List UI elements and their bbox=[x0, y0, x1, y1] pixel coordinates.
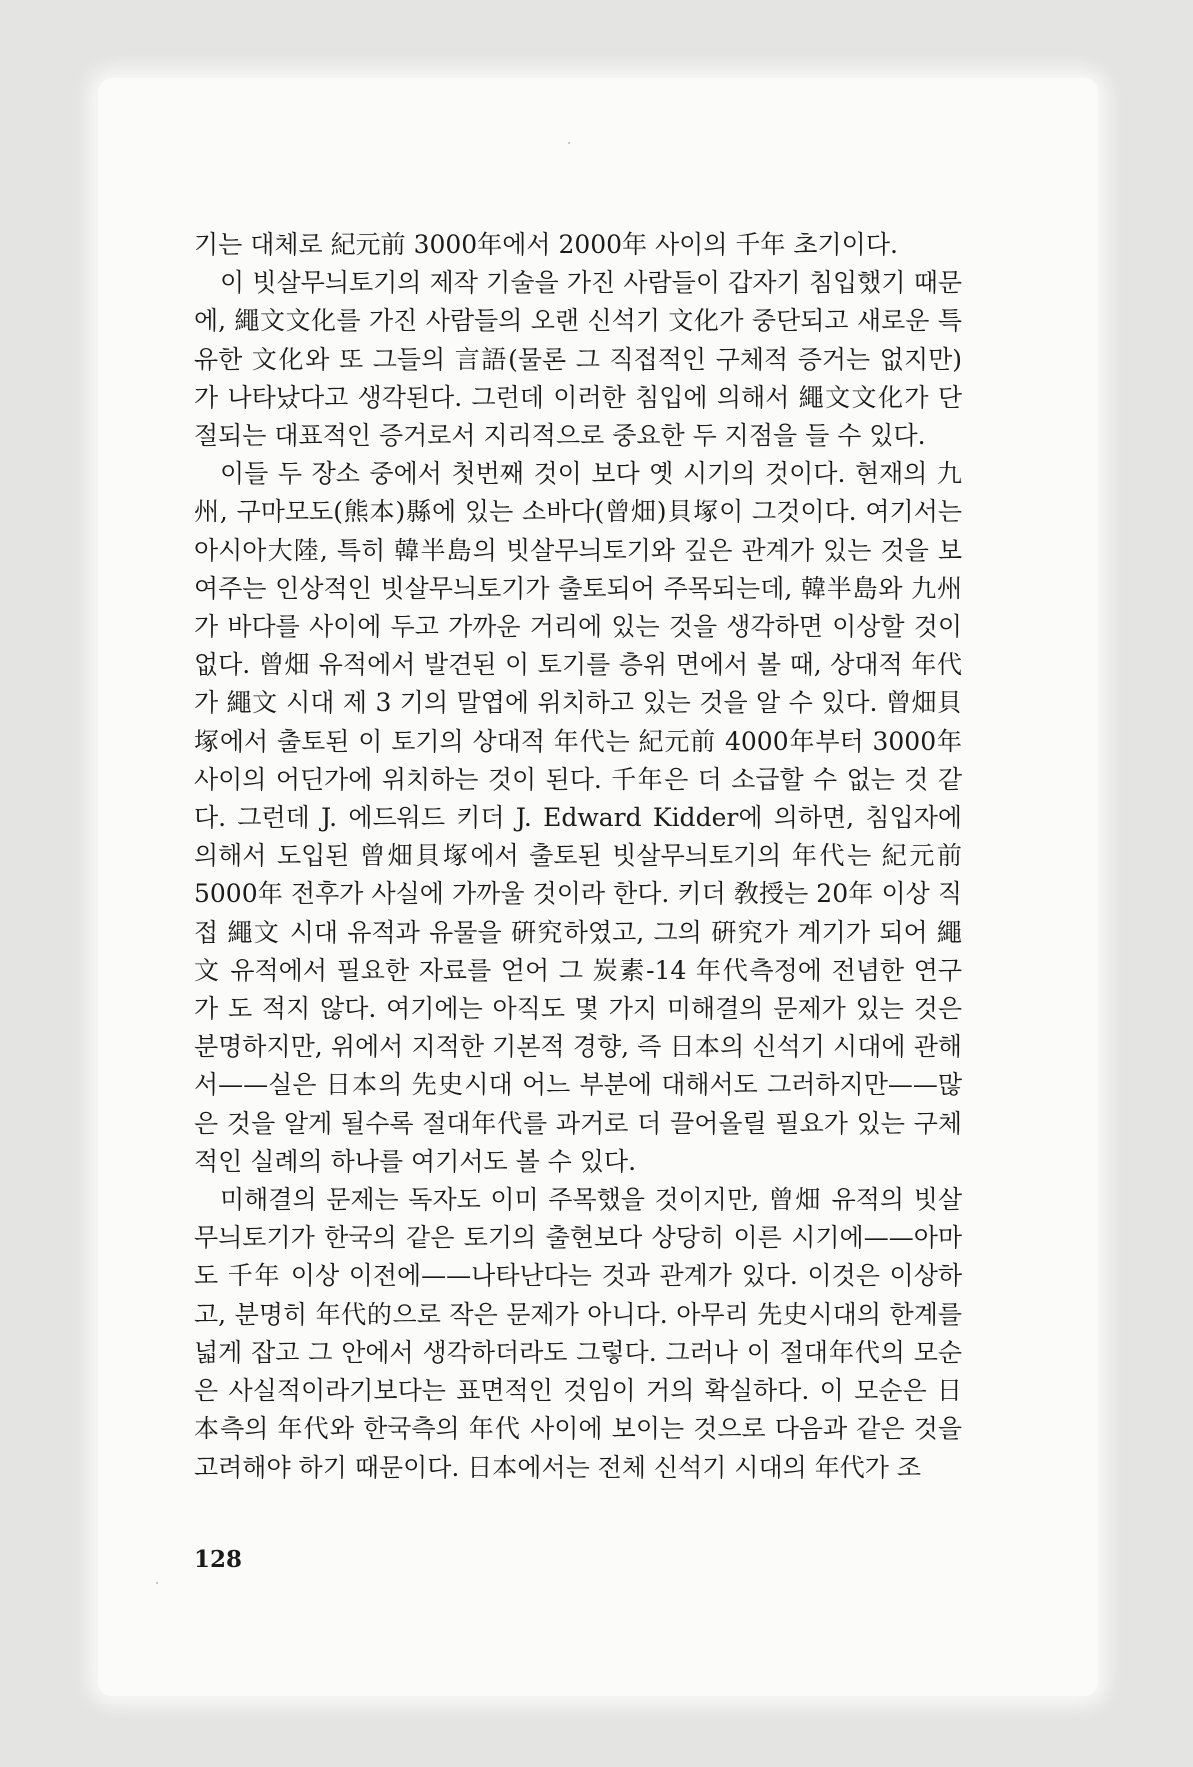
body-text bbox=[194, 226, 962, 1487]
paragraph-3: 이들 두 장소 중에서 첫번째 것이 보다 옛 시기의 것이다. 현재의 九州, 구마모도(熊本)縣에 있는 소바다(曾畑)貝塚이 그것이다. 여기서는 아시아大陸, 특히 韓半島의 빗살무늬토기와 깊은 관계가 있는 것을 보여주는 인상적인 빗살무늬토기가 출토되어 주목되는데, 韓半島와 九州가 바다를 사이에 두고 가까운 거리에 있는 것을 생각하면 이상할 것이 없다. 曾畑 유적에서 발견된 이 토기를 층위 면에서 볼 때, 상대적 年代가 繩文 시대 제 3 기의 말엽에 위치하고 있는 것을 알 수 있다. 曾畑貝塚에서 출토된 이 토기의 상대적 年代는 紀元前 4000年부터 3000年 사이의 어딘가에 위치하는 것이 된다. 千年은 더 소급할 수 없는 것 같다. 그런데 J. 에드워드 키더 J. Edward Kidder에 의하면, 침입자에 의해서 도입된 曾畑貝塚에서 출토된 빗살무늬토기의 年代는 紀元前 5000年 전후가 사실에 가까울 것이라 한다. 키더 敎授는 20年 이상 직접 繩文 시대 유적과 유물을 硏究하였고, 그의 硏究가 계기가 되어 繩文 유적에서 필요한 자료를 얻어 그 炭素-14 年代측정에 전념한 연구가 도 적지 않다. 여기에는 아직도 몇 가지 미해결의 문제가 있는 것은 분명하지만, 위에서 지적한 기본적 경향, 즉 日本의 신석기 시대에 관해서——실은 日本의 先史시대 어느 부분에 대해서도 그러하지만——많은 것을 알게 될수록 절대年代를 과거로 더 끌어올릴 필요가 있는 구체적인 실례의 하나를 여기서도 볼 수 있다. bbox=[194, 459, 962, 1176]
paragraph-4: 미해결의 문제는 독자도 이미 주목했을 것이지만, 曾畑 유적의 빗살무늬토기가 한국의 같은 토기의 출현보다 상당히 이른 시기에——아마도 千年 이상 이전에——나타난다는 것과 관계가 있다. 이것은 이상하고, 분명히 年代的으로 작은 문제가 아니다. 아무리 先史시대의 한계를 넓게 잡고 그 안에서 생각하더라도 그렇다. 그러나 이 절대年代의 모순은 사실적이라기보다는 표면적인 것임이 거의 확실하다. 이 모순은 日本측의 年代와 한국측의 年代 사이에 보이는 것으로 다음과 같은 것을 고려해야 하기 때문이다. 日本에서는 전체 신석기 시대의 年代가 조 bbox=[194, 1185, 962, 1482]
paragraph-2: 이 빗살무늬토기의 제작 기술을 가진 사람들이 갑자기 침입했기 때문에, 繩文文化를 가진 사람들의 오랜 신석기 文化가 중단되고 새로운 특유한 文化와 또 그들의 言語(물론 그 직접적인 구체적 증거는 없지만)가 나타났다고 생각된다. 그런데 이러한 침입에 의해서 繩文文化가 단절되는 대표적인 증거로서 지리적으로 중요한 두 지점을 들 수 있다. bbox=[194, 268, 962, 451]
paragraph-1: 기는 대체로 紀元前 3000年에서 2000年 사이의 千年 초기이다. bbox=[194, 230, 898, 259]
page-number: 128 bbox=[194, 1546, 243, 1573]
book-page bbox=[98, 78, 1098, 1696]
paper-speck bbox=[156, 1582, 158, 1584]
paper-speck bbox=[568, 142, 570, 144]
